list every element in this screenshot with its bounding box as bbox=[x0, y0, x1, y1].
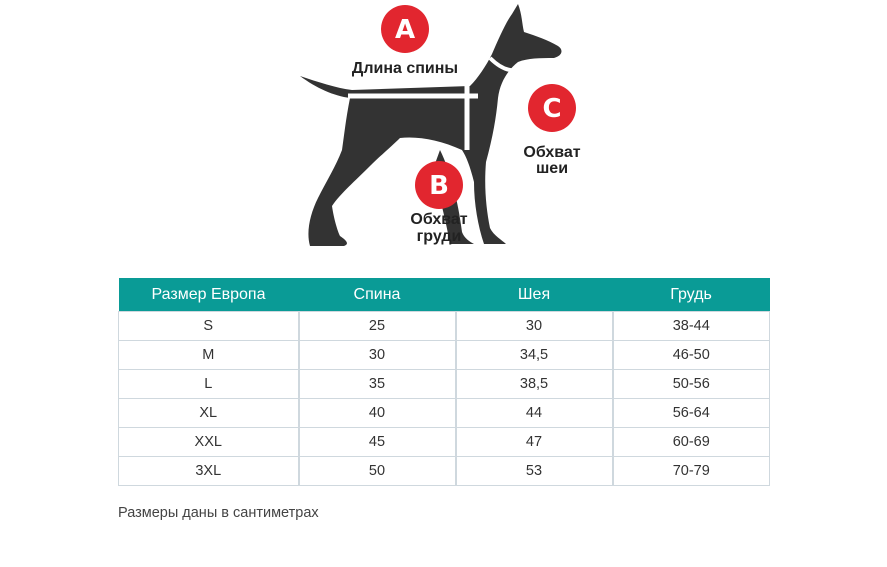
size-table-header bbox=[119, 278, 770, 312]
cell-back: 35 bbox=[299, 370, 456, 399]
cell-back: 30 bbox=[299, 341, 456, 370]
marker-c-label-line1: Обхват bbox=[523, 144, 581, 161]
size-table-body bbox=[119, 312, 770, 486]
cell-chest: 38-44 bbox=[613, 312, 770, 341]
cell-neck: 34,5 bbox=[456, 341, 613, 370]
cell-size: L bbox=[119, 370, 299, 399]
cell-chest: 56-64 bbox=[613, 399, 770, 428]
cell-neck: 44 bbox=[456, 399, 613, 428]
cell-neck: 47 bbox=[456, 428, 613, 457]
units-footnote: Размеры даны в сантиметрах bbox=[118, 505, 319, 521]
cell-neck: 53 bbox=[456, 457, 613, 486]
header-size-eu: Размер Европа bbox=[119, 278, 299, 312]
table-row bbox=[119, 399, 770, 428]
cell-size: 3XL bbox=[119, 457, 299, 486]
dog-measurement-illustration bbox=[0, 0, 887, 260]
marker-b-letter: B bbox=[429, 171, 449, 201]
marker-c-letter: C bbox=[542, 94, 562, 124]
header-back: Спина bbox=[299, 278, 456, 312]
table-row bbox=[119, 341, 770, 370]
table-row bbox=[119, 312, 770, 341]
header-chest: Грудь bbox=[613, 278, 770, 312]
cell-neck: 38,5 bbox=[456, 370, 613, 399]
cell-size: S bbox=[119, 312, 299, 341]
header-neck: Шея bbox=[456, 278, 613, 312]
cell-back: 25 bbox=[299, 312, 456, 341]
marker-a-letter: A bbox=[394, 15, 416, 45]
table-row bbox=[119, 428, 770, 457]
cell-chest: 70-79 bbox=[613, 457, 770, 486]
cell-chest: 50-56 bbox=[613, 370, 770, 399]
table-row bbox=[119, 370, 770, 399]
cell-neck: 30 bbox=[456, 312, 613, 341]
cell-back: 50 bbox=[299, 457, 456, 486]
cell-size: XXL bbox=[119, 428, 299, 457]
cell-size: XL bbox=[119, 399, 299, 428]
cell-size: M bbox=[119, 341, 299, 370]
marker-c-label-line2: шеи bbox=[535, 160, 569, 177]
marker-a-label: Длина спины bbox=[351, 60, 459, 77]
cell-back: 40 bbox=[299, 399, 456, 428]
cell-chest: 46-50 bbox=[613, 341, 770, 370]
cell-chest: 60-69 bbox=[613, 428, 770, 457]
marker-b-label-line2: груди bbox=[416, 228, 462, 245]
table-row bbox=[119, 457, 770, 486]
size-table bbox=[118, 278, 770, 486]
marker-b-label-line1: Обхват bbox=[410, 211, 468, 228]
dog-silhouette-icon bbox=[300, 4, 561, 246]
cell-back: 45 bbox=[299, 428, 456, 457]
